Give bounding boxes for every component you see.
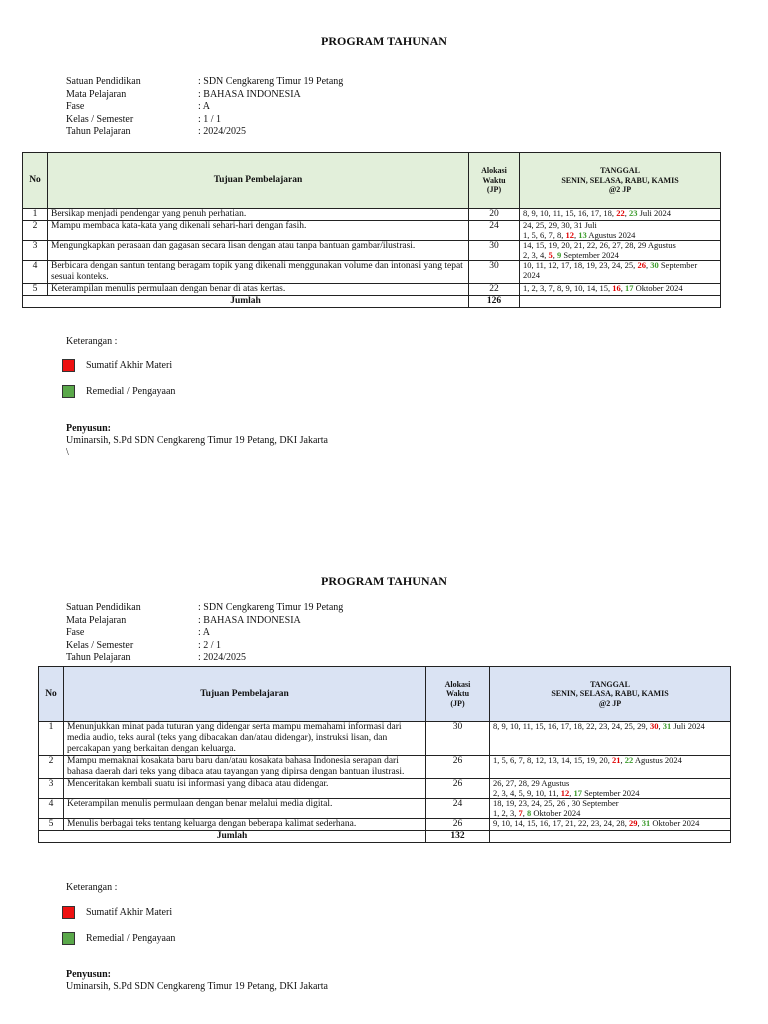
row-jp: 20 xyxy=(469,209,520,221)
header-tanggal: TANGGAL SENIN, SELASA, RABU, KAMIS @2 JP xyxy=(490,667,731,722)
legend-remedial: Remedial / Pengayaan xyxy=(62,385,175,398)
date-text: 14, 15, 19, 20, 21, 22, 26, 27, 28, 29 Agustus xyxy=(523,240,676,250)
remedial-date: 17 xyxy=(573,787,582,798)
row-tanggal xyxy=(520,209,721,221)
meta-label: Tahun Pelajaran xyxy=(66,652,131,663)
date-text: , xyxy=(574,229,579,240)
green-swatch xyxy=(62,932,75,945)
total-label: Jumlah xyxy=(23,296,469,308)
date-text: 2, 3, 4, xyxy=(523,249,549,260)
date-text: , xyxy=(637,818,642,828)
meta-value: : 2024/2025 xyxy=(198,652,247,663)
row-jp: 30 xyxy=(469,241,520,261)
penyusun: Penyusun: Uminarsih, S.Pd SDN Cengkareng Timur 19 Petang, DKI Jakarta xyxy=(66,969,328,992)
date-text: 8, 9, 10, 11, 15, 16, 17, 18, xyxy=(523,208,617,218)
date-text: , xyxy=(620,283,625,293)
meta-label: Kelas / Semester xyxy=(66,113,134,125)
table-row xyxy=(39,722,731,756)
table-row xyxy=(23,209,721,221)
header-tujuan: Tujuan Pembelajaran xyxy=(48,153,469,209)
meta-value: : SDN Cengkareng Timur 19 Petang xyxy=(198,602,344,613)
header-alokasi: Alokasi Waktu (JP) xyxy=(426,667,490,722)
remedial-date: 31 xyxy=(662,721,672,731)
date-text: September 2024 xyxy=(561,249,619,260)
program-table xyxy=(38,666,731,843)
meta-label: Satuan Pendidikan xyxy=(66,76,141,87)
row-jp: 24 xyxy=(426,799,490,819)
table-row xyxy=(23,241,721,261)
meta-label: Kelas / Semester xyxy=(66,639,134,651)
meta-label: Mata Pelajaran xyxy=(66,88,127,100)
row-tujuan: Mengungkapkan perasaan dan gagasan secara lisan dengan atau tanpa bantuan gambar/ilustrasi. xyxy=(48,241,469,261)
row-tujuan: Menulis berbagai teks tentang keluarga dengan beberapa kalimat sederhana. xyxy=(64,819,426,831)
table-row xyxy=(23,261,721,284)
legend-sumatif: Sumatif Akhir Materi xyxy=(62,359,172,372)
date-text: Juli 2024 xyxy=(637,208,671,218)
row-tujuan: Menceritakan kembali suatu isi informasi yang dibaca atau didengar. xyxy=(64,779,426,799)
row-tanggal xyxy=(490,779,731,799)
meta-label: Fase xyxy=(66,101,85,112)
table-row xyxy=(23,284,721,296)
sumatif-date: 12 xyxy=(560,787,570,798)
date-text: Agustus 2024 xyxy=(633,755,682,765)
remedial-date: 17 xyxy=(625,283,634,293)
row-no: 2 xyxy=(39,756,64,779)
row-tanggal xyxy=(490,722,731,756)
remedial-date: 9 xyxy=(557,249,562,260)
meta-label: Mata Pelajaran xyxy=(66,614,127,626)
total-empty xyxy=(490,831,731,843)
date-text: , xyxy=(645,260,651,270)
date-text: Oktober 2024 xyxy=(650,818,700,828)
remedial-date: 23 xyxy=(628,208,638,218)
total-jp: 132 xyxy=(426,831,490,843)
meta-value: : BAHASA INDONESIA xyxy=(198,614,301,626)
row-no: 2 xyxy=(23,221,48,241)
row-no: 1 xyxy=(39,722,64,756)
meta-value: : 2 / 1 xyxy=(198,639,222,651)
header-tujuan: Tujuan Pembelajaran xyxy=(64,667,426,722)
table-row xyxy=(39,819,731,831)
row-no: 4 xyxy=(39,799,64,819)
identity-block xyxy=(66,76,343,139)
total-jp: 126 xyxy=(469,296,520,308)
row-tujuan: Menunjukkan minat pada tuturan yang didengar serta mampu memahami informasi dari media audio, teks aural (teks yang dibacakan dan/atau didengar), instruksi lisan, dan percakapan yang berkaitan dengan keluarga. xyxy=(64,722,426,756)
row-jp: 30 xyxy=(469,261,520,284)
date-text: 18, 19, 23, 24, 25, 26 , 30 September xyxy=(493,798,619,808)
date-text: 1, 2, 3, xyxy=(493,807,519,818)
total-empty xyxy=(520,296,721,308)
date-text: 8, 9, 10, 11, 15, 16, 17, 18, 22, 23, 24, 25, 29, xyxy=(493,721,650,731)
date-text: 2, 3, 4, 5, 9, 10, 11, xyxy=(493,787,561,798)
row-no: 1 xyxy=(23,209,48,221)
header-alokasi: Alokasi Waktu (JP) xyxy=(469,153,520,209)
green-swatch xyxy=(62,385,75,398)
date-text: September xyxy=(658,260,698,270)
legend-remedial: Remedial / Pengayaan xyxy=(62,932,175,945)
meta-label: Fase xyxy=(66,627,85,638)
table-row xyxy=(39,779,731,799)
row-tanggal xyxy=(490,799,731,819)
row-no: 4 xyxy=(23,261,48,284)
red-swatch xyxy=(62,906,75,919)
date-text: 1, 5, 6, 7, 8, 12, 13, 14, 15, 19, 20, xyxy=(493,755,612,765)
sumatif-date: 26 xyxy=(637,260,646,270)
remedial-date: 31 xyxy=(641,818,651,828)
date-text: , xyxy=(552,249,557,260)
date-text: Juli 2024 xyxy=(671,721,705,731)
sumatif-date: 22 xyxy=(616,208,625,218)
sumatif-date: 16 xyxy=(612,283,621,293)
keterangan-label: Keterangan : xyxy=(66,336,118,347)
sumatif-date: 30 xyxy=(649,721,659,731)
date-text: Agustus 2024 xyxy=(586,229,636,240)
row-tujuan: Keterampilan menulis permulaan dengan benar di atas kertas. xyxy=(48,284,469,296)
meta-value: : A xyxy=(198,101,210,112)
row-jp: 26 xyxy=(426,779,490,799)
date-text: , xyxy=(569,787,574,798)
row-jp: 26 xyxy=(426,756,490,779)
header-no: No xyxy=(23,153,48,209)
row-no: 5 xyxy=(39,819,64,831)
date-text: Oktober 2024 xyxy=(633,283,683,293)
sumatif-date: 12 xyxy=(565,229,574,240)
table-row xyxy=(39,799,731,819)
meta-label: Satuan Pendidikan xyxy=(66,602,141,613)
row-tanggal xyxy=(520,221,721,241)
date-text: 26, 27, 28, 29 Agustus xyxy=(493,778,570,788)
meta-label: Tahun Pelajaran xyxy=(66,126,131,137)
date-text: 10, 11, 12, 17, 18, 19, 23, 24, 25, xyxy=(523,260,638,270)
date-text: 1, 5, 6, 7, 8, xyxy=(523,229,566,240)
row-tujuan: Berbicara dengan santun tentang beragam topik yang dikenali menggunakan volume dan intonasi yang tepat sesuai konteks. xyxy=(48,261,469,284)
sumatif-date: 7 xyxy=(518,807,523,818)
header-tanggal: TANGGAL SENIN, SELASA, RABU, KAMIS @2 JP xyxy=(520,153,721,209)
remedial-date: 30 xyxy=(650,260,659,270)
date-text: , xyxy=(658,721,663,731)
meta-value: : 1 / 1 xyxy=(198,113,222,125)
date-text: Oktober 2024 xyxy=(531,807,581,818)
remedial-date: 8 xyxy=(527,807,532,818)
remedial-date: 22 xyxy=(624,755,634,765)
meta-value: : BAHASA INDONESIA xyxy=(198,88,301,100)
table-row xyxy=(23,221,721,241)
row-tujuan: Bersikap menjadi pendengar yang penuh perhatian. xyxy=(48,209,469,221)
date-text: , xyxy=(620,755,625,765)
date-text: 24, 25, 29, 30, 31 Juli xyxy=(523,220,597,230)
row-tanggal xyxy=(490,819,731,831)
row-no: 5 xyxy=(23,284,48,296)
row-no: 3 xyxy=(39,779,64,799)
program-table xyxy=(22,152,721,308)
row-tanggal xyxy=(520,284,721,296)
row-jp: 24 xyxy=(469,221,520,241)
row-tujuan: Mampu memaknai kosakata baru baru dan/atau kosakata bahasa Indonesia serapan dari bahasa daerah dari teks yang dibaca atau tayangan yang dipirsa dengan bantuan ilustrasi. xyxy=(64,756,426,779)
row-tujuan: Keterampilan menulis permulaan dengan benar melalui media digital. xyxy=(64,799,426,819)
sumatif-date: 29 xyxy=(629,818,638,828)
header-no: No xyxy=(39,667,64,722)
row-no: 3 xyxy=(23,241,48,261)
remedial-date: 13 xyxy=(578,229,587,240)
red-swatch xyxy=(62,359,75,372)
legend-sumatif: Sumatif Akhir Materi xyxy=(62,906,172,919)
date-text: , xyxy=(624,208,629,218)
row-jp: 26 xyxy=(426,819,490,831)
date-text: 2024 xyxy=(523,269,540,280)
page-title: PROGRAM TAHUNAN xyxy=(321,574,447,588)
table-row xyxy=(39,756,731,779)
date-text: September 2024 xyxy=(581,787,640,798)
row-tujuan: Mampu membaca kata-kata yang dikenali sehari-hari dengan fasih. xyxy=(48,221,469,241)
meta-value: : SDN Cengkareng Timur 19 Petang xyxy=(198,76,344,87)
row-jp: 22 xyxy=(469,284,520,296)
date-text: 1, 2, 3, 7, 8, 9, 10, 14, 15, xyxy=(523,283,613,293)
keterangan-label: Keterangan : xyxy=(66,882,118,893)
row-tanggal xyxy=(490,756,731,779)
identity-block xyxy=(66,602,343,665)
page-title: PROGRAM TAHUNAN xyxy=(321,34,447,48)
row-tanggal xyxy=(520,241,721,261)
sumatif-date: 5 xyxy=(548,249,553,260)
row-tanggal xyxy=(520,261,721,284)
meta-value: : A xyxy=(198,627,210,638)
row-jp: 30 xyxy=(426,722,490,756)
date-text: , xyxy=(522,807,527,818)
penyusun: Penyusun: Uminarsih, S.Pd SDN Cengkareng Timur 19 Petang, DKI Jakarta \ xyxy=(66,423,328,458)
sumatif-date: 21 xyxy=(612,755,621,765)
total-label: Jumlah xyxy=(39,831,426,843)
date-text: 9, 10, 14, 15, 16, 17, 21, 22, 23, 24, 28, xyxy=(493,818,629,828)
meta-value: : 2024/2025 xyxy=(198,126,247,137)
